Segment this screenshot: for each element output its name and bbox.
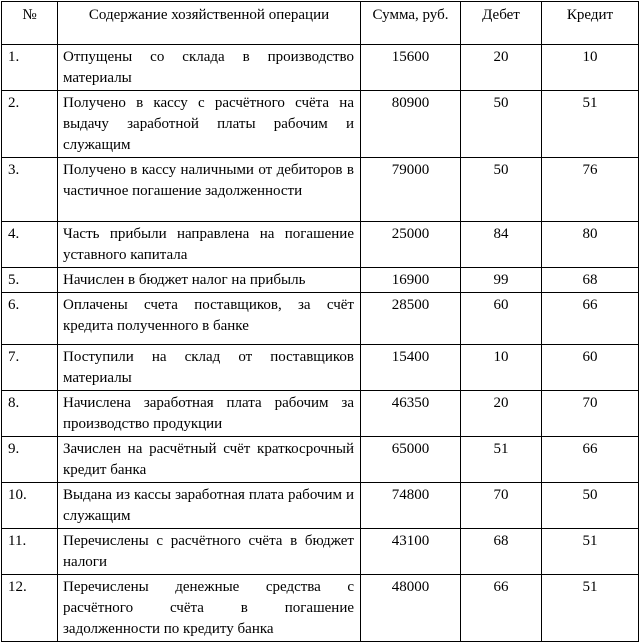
- operation-sum: 15600: [361, 45, 461, 91]
- credit-account: 10: [542, 45, 639, 91]
- debit-account: 50: [461, 91, 542, 158]
- credit-account: 50: [542, 483, 639, 529]
- debit-account: 66: [461, 575, 542, 642]
- operation-description: Оплачены счета поставщиков, за счёт кредита полученного в банке: [58, 293, 361, 345]
- table-row: [2, 391, 639, 437]
- debit-account: 20: [461, 391, 542, 437]
- operation-description: Начислена заработная плата рабочим за производство продукции: [58, 391, 361, 437]
- table-row: [2, 158, 639, 222]
- operation-sum: 16900: [361, 268, 461, 293]
- row-number: 1.: [2, 45, 58, 91]
- operation-sum: 65000: [361, 437, 461, 483]
- row-number: 6.: [2, 293, 58, 345]
- credit-account: 51: [542, 91, 639, 158]
- operation-description: Получено в кассу с расчётного счёта на выдачу заработной платы рабочим и служащим: [58, 91, 361, 158]
- operation-sum: 25000: [361, 222, 461, 268]
- debit-account: 10: [461, 345, 542, 391]
- operation-sum: 80900: [361, 91, 461, 158]
- operation-sum: 28500: [361, 293, 461, 345]
- operation-sum: 43100: [361, 529, 461, 575]
- header-credit: Кредит: [542, 2, 639, 45]
- credit-account: 66: [542, 437, 639, 483]
- header-row: [2, 2, 639, 45]
- table-row: [2, 345, 639, 391]
- debit-account: 68: [461, 529, 542, 575]
- header-debit: Дебет: [461, 2, 542, 45]
- table-row: [2, 437, 639, 483]
- operations-table: [1, 1, 639, 642]
- table-row: [2, 483, 639, 529]
- credit-account: 66: [542, 293, 639, 345]
- debit-account: 50: [461, 158, 542, 222]
- table-row: [2, 268, 639, 293]
- credit-account: 70: [542, 391, 639, 437]
- operation-description: Получено в кассу наличными от дебиторов в частичное погашение задолженности: [58, 158, 361, 222]
- operation-description: Перечислены с расчётного счёта в бюджет налоги: [58, 529, 361, 575]
- header-description: Содержание хозяйственной операции: [58, 2, 361, 45]
- row-number: 12.: [2, 575, 58, 642]
- row-number: 3.: [2, 158, 58, 222]
- operation-sum: 74800: [361, 483, 461, 529]
- table-row: [2, 45, 639, 91]
- row-number: 11.: [2, 529, 58, 575]
- table-row: [2, 529, 639, 575]
- operation-description: Поступили на склад от поставщиков материалы: [58, 345, 361, 391]
- operation-sum: 15400: [361, 345, 461, 391]
- operation-description: Часть прибыли направлена на погашение уставного капитала: [58, 222, 361, 268]
- header-number: №: [2, 2, 58, 45]
- row-number: 9.: [2, 437, 58, 483]
- header-sum: Сумма, руб.: [361, 2, 461, 45]
- table-row: [2, 91, 639, 158]
- table-row: [2, 293, 639, 345]
- credit-account: 51: [542, 529, 639, 575]
- operation-sum: 48000: [361, 575, 461, 642]
- debit-account: 51: [461, 437, 542, 483]
- credit-account: 68: [542, 268, 639, 293]
- operation-sum: 46350: [361, 391, 461, 437]
- credit-account: 76: [542, 158, 639, 222]
- operation-description: Выдана из кассы заработная плата рабочим и служащим: [58, 483, 361, 529]
- credit-account: 80: [542, 222, 639, 268]
- operation-description: Зачислен на расчётный счёт краткосрочный кредит банка: [58, 437, 361, 483]
- table-row: [2, 222, 639, 268]
- row-number: 5.: [2, 268, 58, 293]
- row-number: 10.: [2, 483, 58, 529]
- debit-account: 70: [461, 483, 542, 529]
- operation-sum: 79000: [361, 158, 461, 222]
- operation-description: Перечислены денежные средства с расчётного счёта в погашение задолженности по кредиту банка: [58, 575, 361, 642]
- credit-account: 51: [542, 575, 639, 642]
- row-number: 2.: [2, 91, 58, 158]
- row-number: 8.: [2, 391, 58, 437]
- row-number: 7.: [2, 345, 58, 391]
- credit-account: 60: [542, 345, 639, 391]
- debit-account: 60: [461, 293, 542, 345]
- debit-account: 20: [461, 45, 542, 91]
- debit-account: 99: [461, 268, 542, 293]
- row-number: 4.: [2, 222, 58, 268]
- operation-description: Отпущены со склада в производство материалы: [58, 45, 361, 91]
- debit-account: 84: [461, 222, 542, 268]
- table-row: [2, 575, 639, 642]
- operation-description: Начислен в бюджет налог на прибыль: [58, 268, 361, 293]
